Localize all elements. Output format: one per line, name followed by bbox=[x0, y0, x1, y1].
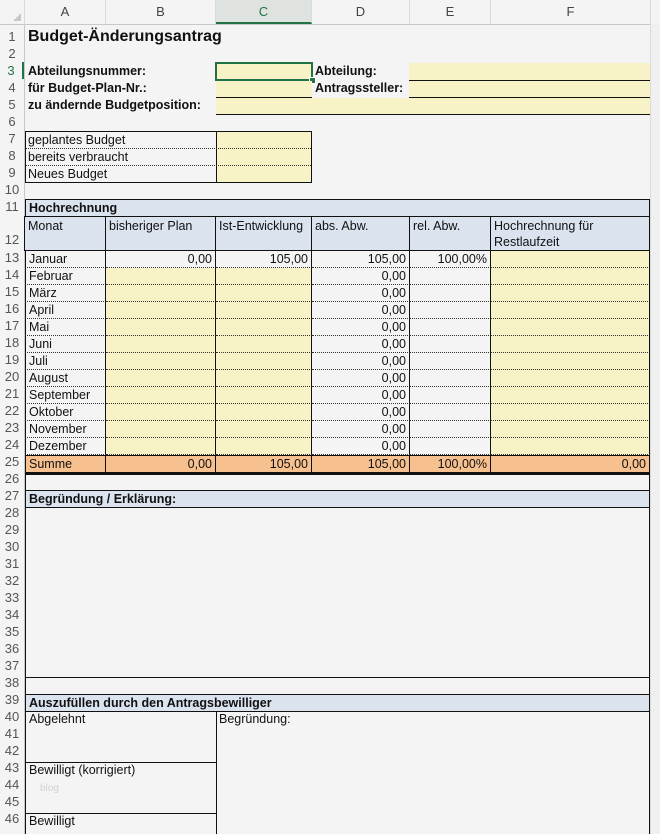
row-header-15[interactable]: 15 bbox=[4, 284, 20, 299]
cell-abs[interactable]: 0,00 bbox=[312, 404, 410, 421]
sum-plan: 0,00 bbox=[106, 455, 216, 473]
cell-ist[interactable] bbox=[216, 302, 312, 319]
row-header-32[interactable]: 32 bbox=[4, 573, 20, 588]
begruendung-textarea[interactable] bbox=[25, 507, 650, 678]
row-header-36[interactable]: 36 bbox=[4, 641, 20, 656]
cell-plan[interactable] bbox=[106, 370, 216, 387]
row-header-14[interactable]: 14 bbox=[4, 267, 20, 282]
row-header-10[interactable]: 10 bbox=[4, 182, 20, 197]
row-header-44[interactable]: 44 bbox=[4, 777, 20, 792]
hochrechnung-title: Hochrechnung bbox=[25, 199, 650, 217]
spacer-row bbox=[25, 473, 650, 491]
cell-hoch[interactable] bbox=[491, 319, 650, 336]
cell-hoch[interactable] bbox=[491, 251, 650, 268]
cell-plan[interactable] bbox=[106, 404, 216, 421]
column-header-bar bbox=[0, 0, 660, 25]
month-label: September bbox=[25, 387, 106, 404]
bewilligt-label: Bewilligt bbox=[29, 814, 75, 828]
budget-box-values[interactable] bbox=[216, 132, 311, 182]
month-label: Februar bbox=[25, 268, 106, 285]
cell-abs[interactable]: 0,00 bbox=[312, 438, 410, 455]
row-header-16[interactable]: 16 bbox=[4, 301, 20, 316]
cell-rel[interactable] bbox=[410, 438, 491, 455]
cell-hoch[interactable] bbox=[491, 336, 650, 353]
sum-hoch: 0,00 bbox=[491, 455, 650, 473]
row-header-5[interactable]: 5 bbox=[8, 97, 16, 112]
row-header-30[interactable]: 30 bbox=[4, 539, 20, 554]
cell-hoch[interactable] bbox=[491, 268, 650, 285]
cell-rel[interactable] bbox=[410, 353, 491, 370]
bewilligt-korrigiert-label: Bewilligt (korrigiert) bbox=[29, 763, 136, 777]
cell-hoch[interactable] bbox=[491, 285, 650, 302]
month-label: Mai bbox=[25, 319, 106, 336]
vertical-scrollbar[interactable] bbox=[650, 24, 660, 834]
row-header-26[interactable]: 26 bbox=[4, 471, 20, 486]
row-header-39[interactable]: 39 bbox=[4, 692, 20, 707]
label-bereits-verbraucht: bereits verbraucht bbox=[28, 150, 129, 164]
label-neues-budget: Neues Budget bbox=[28, 167, 108, 181]
column-header-d[interactable]: D bbox=[312, 0, 410, 24]
select-all-corner[interactable] bbox=[0, 0, 25, 24]
row-header-25[interactable]: 25 bbox=[4, 454, 20, 469]
input-abteilung[interactable] bbox=[409, 63, 650, 80]
cell-abs[interactable]: 0,00 bbox=[312, 336, 410, 353]
row-header-35[interactable]: 35 bbox=[4, 624, 20, 639]
sum-label: Summe bbox=[25, 455, 106, 473]
sum-rel: 100,00% bbox=[410, 455, 491, 473]
cell-hoch[interactable] bbox=[491, 370, 650, 387]
row-header-17[interactable]: 17 bbox=[4, 318, 20, 333]
row-header-34[interactable]: 34 bbox=[4, 607, 20, 622]
cell-ist[interactable] bbox=[216, 438, 312, 455]
cell-hoch[interactable] bbox=[491, 353, 650, 370]
cell-rel[interactable] bbox=[410, 387, 491, 404]
cell-plan[interactable] bbox=[106, 438, 216, 455]
cell-abs[interactable]: 0,00 bbox=[312, 370, 410, 387]
cell-plan[interactable]: 0,00 bbox=[106, 251, 216, 268]
month-label: Januar bbox=[25, 251, 106, 268]
row-header-40[interactable]: 40 bbox=[4, 709, 20, 724]
cell-abs[interactable]: 0,00 bbox=[312, 353, 410, 370]
column-heading-0: Monat bbox=[24, 216, 106, 251]
cell-plan[interactable] bbox=[106, 421, 216, 438]
sum-abs: 105,00 bbox=[312, 455, 410, 473]
bewilliger-title: Auszufüllen durch den Antragsbewilliger bbox=[25, 694, 650, 712]
column-header-c[interactable]: C bbox=[216, 0, 312, 24]
cell-plan[interactable] bbox=[106, 285, 216, 302]
cell-rel[interactable]: 100,00% bbox=[410, 251, 491, 268]
cell-plan[interactable] bbox=[106, 302, 216, 319]
row-header-6[interactable]: 6 bbox=[8, 114, 16, 129]
bewilliger-begruendung-label: Begründung: bbox=[219, 712, 291, 726]
row-header-1[interactable]: 1 bbox=[8, 29, 16, 44]
row-header-4[interactable]: 4 bbox=[8, 80, 16, 95]
label-abteilungsnummer: Abteilungsnummer: bbox=[28, 64, 147, 78]
month-label: Oktober bbox=[25, 404, 106, 421]
cell-ist[interactable] bbox=[216, 353, 312, 370]
input-antragsteller[interactable] bbox=[409, 81, 650, 97]
active-cell-selection bbox=[215, 62, 313, 81]
row-header-24[interactable]: 24 bbox=[4, 437, 20, 452]
abgelehnt-box[interactable] bbox=[25, 711, 217, 763]
cell-plan[interactable] bbox=[106, 353, 216, 370]
cell-ist[interactable] bbox=[216, 421, 312, 438]
month-label: April bbox=[25, 302, 106, 319]
row-header-41[interactable]: 41 bbox=[4, 726, 20, 741]
cell-hoch[interactable] bbox=[491, 421, 650, 438]
cell-plan[interactable] bbox=[106, 336, 216, 353]
row-header-42[interactable]: 42 bbox=[4, 743, 20, 758]
column-heading-5: Hochrechnung für Restlaufzeit bbox=[490, 216, 650, 251]
column-heading-1: bisheriger Plan bbox=[105, 216, 216, 251]
cell-rel[interactable] bbox=[410, 404, 491, 421]
cell-abs[interactable]: 0,00 bbox=[312, 421, 410, 438]
cell-rel[interactable] bbox=[410, 370, 491, 387]
cell-rel[interactable] bbox=[410, 421, 491, 438]
row-header-43[interactable]: 43 bbox=[4, 760, 20, 775]
row-header-38[interactable]: 38 bbox=[4, 675, 20, 690]
row-header-22[interactable]: 22 bbox=[4, 403, 20, 418]
month-label: Juni bbox=[25, 336, 106, 353]
row-header-28[interactable]: 28 bbox=[4, 505, 20, 520]
cell-abs[interactable]: 0,00 bbox=[312, 319, 410, 336]
cell-ist[interactable] bbox=[216, 268, 312, 285]
month-label: Juli bbox=[25, 353, 106, 370]
row-header-45[interactable]: 45 bbox=[4, 794, 20, 809]
month-label: August bbox=[25, 370, 106, 387]
cell-hoch[interactable] bbox=[491, 302, 650, 319]
watermark-text: blog bbox=[40, 783, 59, 794]
bewilligt-box[interactable] bbox=[25, 813, 217, 834]
label-budgetposition: zu ändernde Budgetposition: bbox=[28, 98, 201, 112]
bewilliger-begruendung-box[interactable] bbox=[216, 711, 650, 834]
month-label: November bbox=[25, 421, 106, 438]
cell-abs[interactable]: 105,00 bbox=[312, 251, 410, 268]
cell-rel[interactable] bbox=[410, 336, 491, 353]
cell-ist[interactable] bbox=[216, 319, 312, 336]
row-header-29[interactable]: 29 bbox=[4, 522, 20, 537]
cell-ist[interactable] bbox=[216, 336, 312, 353]
cell-hoch[interactable] bbox=[491, 404, 650, 421]
column-heading-2: Ist-Entwicklung bbox=[215, 216, 312, 251]
input-budget-plan-nr[interactable] bbox=[216, 81, 312, 97]
column-heading-3: abs. Abw. bbox=[311, 216, 410, 251]
row-header-12[interactable]: 12 bbox=[4, 232, 20, 247]
label-geplantes-budget: geplantes Budget bbox=[28, 133, 126, 147]
label-budget-plan-nr: für Budget-Plan-Nr.: bbox=[28, 81, 147, 95]
cell-plan[interactable] bbox=[106, 268, 216, 285]
dotted-divider bbox=[26, 165, 311, 166]
row-header-3[interactable]: 3 bbox=[0, 62, 24, 79]
column-header-e[interactable]: E bbox=[410, 0, 491, 24]
cell-rel[interactable] bbox=[410, 319, 491, 336]
row-header-7[interactable]: 7 bbox=[8, 131, 16, 146]
input-budgetposition[interactable] bbox=[216, 98, 650, 114]
month-label: März bbox=[25, 285, 106, 302]
page-title: Budget-Änderungsantrag bbox=[28, 28, 222, 45]
cell-plan[interactable] bbox=[106, 319, 216, 336]
row-header-20[interactable]: 20 bbox=[4, 369, 20, 384]
label-antragsteller: Antragssteller: bbox=[315, 81, 404, 95]
cell-plan[interactable] bbox=[106, 387, 216, 404]
cell-ist[interactable] bbox=[216, 404, 312, 421]
sum-ist: 105,00 bbox=[216, 455, 312, 473]
row-header-13[interactable]: 13 bbox=[4, 250, 20, 265]
column-header-f[interactable]: F bbox=[491, 0, 651, 24]
row-header-21[interactable]: 21 bbox=[4, 386, 20, 401]
cell-rel[interactable] bbox=[410, 302, 491, 319]
column-header-b[interactable]: B bbox=[106, 0, 216, 24]
row-header-27[interactable]: 27 bbox=[4, 488, 20, 503]
begruendung-title: Begründung / Erklärung: bbox=[25, 490, 650, 508]
abgelehnt-label: Abgelehnt bbox=[29, 712, 86, 726]
row-header-8[interactable]: 8 bbox=[8, 148, 16, 163]
underline bbox=[216, 114, 650, 115]
row-header-37[interactable]: 37 bbox=[4, 658, 20, 673]
row-header-2[interactable]: 2 bbox=[8, 46, 16, 61]
row-header-46[interactable]: 46 bbox=[4, 811, 20, 826]
row-header-23[interactable]: 23 bbox=[4, 420, 20, 435]
month-label: Dezember bbox=[25, 438, 106, 455]
cell-hoch[interactable] bbox=[491, 387, 650, 404]
label-abteilung: Abteilung: bbox=[315, 64, 377, 78]
row-header-18[interactable]: 18 bbox=[4, 335, 20, 350]
spacer-row bbox=[25, 677, 650, 695]
cell-abs[interactable]: 0,00 bbox=[312, 285, 410, 302]
cell-ist[interactable] bbox=[216, 387, 312, 404]
cell-abs[interactable]: 0,00 bbox=[312, 268, 410, 285]
cell-ist[interactable] bbox=[216, 370, 312, 387]
cell-hoch[interactable] bbox=[491, 438, 650, 455]
cell-rel[interactable] bbox=[410, 268, 491, 285]
row-header-31[interactable]: 31 bbox=[4, 556, 20, 571]
cell-abs[interactable]: 0,00 bbox=[312, 302, 410, 319]
column-heading-4: rel. Abw. bbox=[409, 216, 491, 251]
column-header-a[interactable]: A bbox=[25, 0, 106, 24]
row-header-33[interactable]: 33 bbox=[4, 590, 20, 605]
cell-abs[interactable]: 0,00 bbox=[312, 387, 410, 404]
cell-rel[interactable] bbox=[410, 285, 491, 302]
row-header-9[interactable]: 9 bbox=[8, 165, 16, 180]
cell-ist[interactable] bbox=[216, 285, 312, 302]
row-header-19[interactable]: 19 bbox=[4, 352, 20, 367]
dotted-divider bbox=[26, 148, 311, 149]
row-header-11[interactable]: 11 bbox=[5, 199, 19, 214]
cell-ist[interactable]: 105,00 bbox=[216, 251, 312, 268]
